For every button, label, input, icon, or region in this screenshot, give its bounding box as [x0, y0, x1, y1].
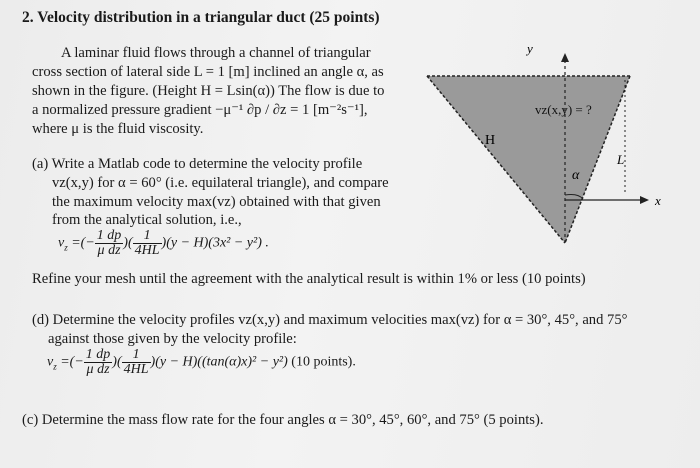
height-label: H — [485, 133, 496, 148]
part-a-line: (a) Write a Matlab code to determine the velocity profile — [32, 156, 363, 172]
eq-rest: )(y − H)(3x² − y²) . — [161, 235, 269, 251]
refine-instruction: Refine your mesh until the agreement with the analytical result is within 1% or less (10 points) — [32, 271, 586, 287]
part-d-line: against those given by the velocity profile: — [48, 331, 297, 347]
eq-mid: )( — [112, 354, 122, 370]
eq-mid: )( — [123, 235, 133, 251]
part-d-line: (d) Determine the velocity profiles vz(x,y) and maximum velocities max(vz) for α = 30°, 45°, and 75° — [32, 312, 628, 328]
eq-rest: )(y − H)((tan(α)x)² − y²) — [150, 354, 288, 370]
eq-points: (10 points). — [291, 354, 356, 370]
eq-equals: =(− — [71, 235, 95, 251]
eq-fraction-geometry: $\frac{1}{4HL}$ — [123, 347, 149, 377]
part-a-line: the maximum velocity max(vz) obtained with that given — [52, 194, 381, 210]
eq-sub: z — [64, 242, 68, 253]
eq-fraction-geometry: $\frac{1}{4HL}$ — [134, 228, 160, 258]
triangle-cross-section — [427, 76, 630, 243]
eq-fraction-pressure: $\frac{1 dp}{\text{μ dz}}$ — [85, 347, 111, 377]
y-axis-label: y — [527, 41, 533, 56]
eq-equals: =(− — [60, 354, 84, 370]
triangle-duct-figure — [415, 35, 700, 275]
velocity-label: vz(x,y) = ? — [535, 102, 592, 117]
velocity-profile-equation — [47, 348, 356, 377]
eq-lhs: v — [47, 354, 54, 370]
intro-line: shown in the figure. (Height H = Lsin(α)) The flow is due to — [32, 83, 385, 99]
eq-lhs: v — [58, 235, 65, 251]
angle-label: α — [572, 168, 580, 183]
eq-fraction-pressure: $\frac{1 dp}{\text{μ dz}}$ — [96, 228, 122, 258]
analytical-equation — [58, 229, 269, 258]
intro-line: where μ is the fluid viscosity. — [32, 121, 204, 137]
x-axis-label: x — [655, 193, 661, 208]
intro-line: A laminar fluid flows through a channel of triangular — [61, 45, 371, 61]
part-c: (c) Determine the mass flow rate for the four angles α = 30°, 45°, 60°, and 75° (5 points). — [22, 412, 544, 428]
side-length-label: L — [617, 152, 625, 167]
part-a-line: from the analytical solution, i.e., — [52, 212, 242, 228]
eq-sub: z — [53, 361, 57, 372]
x-axis-arrow — [640, 196, 649, 204]
intro-line: cross section of lateral side L = 1 [m] inclined an angle α, as — [32, 64, 384, 80]
problem-title: 2. Velocity distribution in a triangular duct (25 points) — [22, 9, 380, 26]
y-axis-arrow — [561, 53, 569, 62]
part-a-line: vz(x,y) for α = 60° (i.e. equilateral triangle), and compare — [52, 175, 389, 191]
intro-line: a normalized pressure gradient −μ⁻¹ ∂p / ∂z = 1 [m⁻²s⁻¹], — [32, 102, 368, 118]
